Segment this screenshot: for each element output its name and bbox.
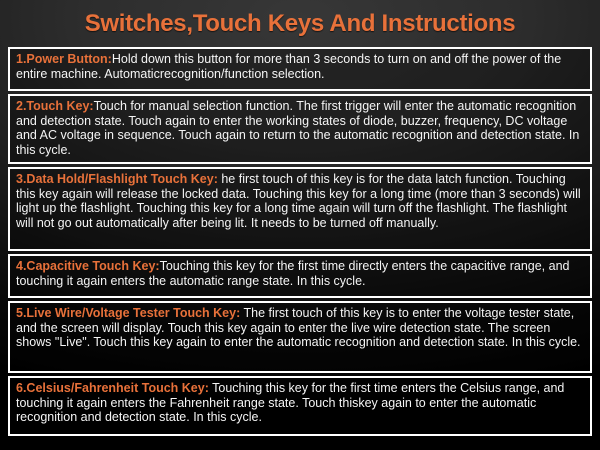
instruction-box-live-wire-voltage-tester [8,301,592,373]
section-text: Hold down this button for more than 3 seconds to turn on and off the power of the entire machine. Automaticrecognition/function selection. [16,52,562,81]
section-text: The first touch of this key is to enter the voltage tester state, and the screen will display. Touch this key again to enter the live wire detection state. The screen shows "Live". Touch this key again to enter the automatic recognition and detection state. In this cycle. [16,306,581,350]
instruction-box-data-hold-flashlight [8,167,592,251]
section-label: 2.Touch Key: [16,99,94,113]
section-text: he first touch of this key is for the data latch function. Touching this key again will release the locked data. Touching this key for a long time (more than 3 seconds) will light up the flashlight. Touching this key for a long time again will turn off the flashlight. The flashlight will not go out automatically after being lit. It needs to be turned off manually. [16,172,581,230]
section-label: 3.Data Hold/Flashlight Touch Key: [16,172,218,186]
instruction-box-celsius-fahrenheit [8,376,592,436]
section-text: Touching this key for the first time enters the Celsius range, and touching it again enters the Fahrenheit range state. Touch thiskey again to enter the automatic recognition and detection state. In this cycle. [16,381,565,425]
instruction-box-list [8,47,592,444]
section-label: 5.Live Wire/Voltage Tester Touch Key: [16,306,241,320]
section-label: 1.Power Button: [16,52,112,66]
section-label: 6.Celsius/Fahrenheit Touch Key: [16,381,209,395]
section-label: 4.Capacitive Touch Key: [16,259,160,273]
instruction-box-power-button [8,47,592,91]
instruction-box-touch-key [8,94,592,164]
section-text: Touch for manual selection function. The first trigger will enter the automatic recognition and detection state. Touch again to enter the working states of diode, buzzer, frequency, DC voltage and AC voltage in sequence. Touch again to return to the automatic recognition and detection state. In this cycle. [16,99,580,157]
page-title: Switches,Touch Keys And Instructions [84,10,516,37]
instruction-box-capacitive [8,254,592,298]
section-text: Touching this key for the first time directly enters the capacitive range, and touching it again enters the automatic range state. In this cycle. [16,259,570,288]
